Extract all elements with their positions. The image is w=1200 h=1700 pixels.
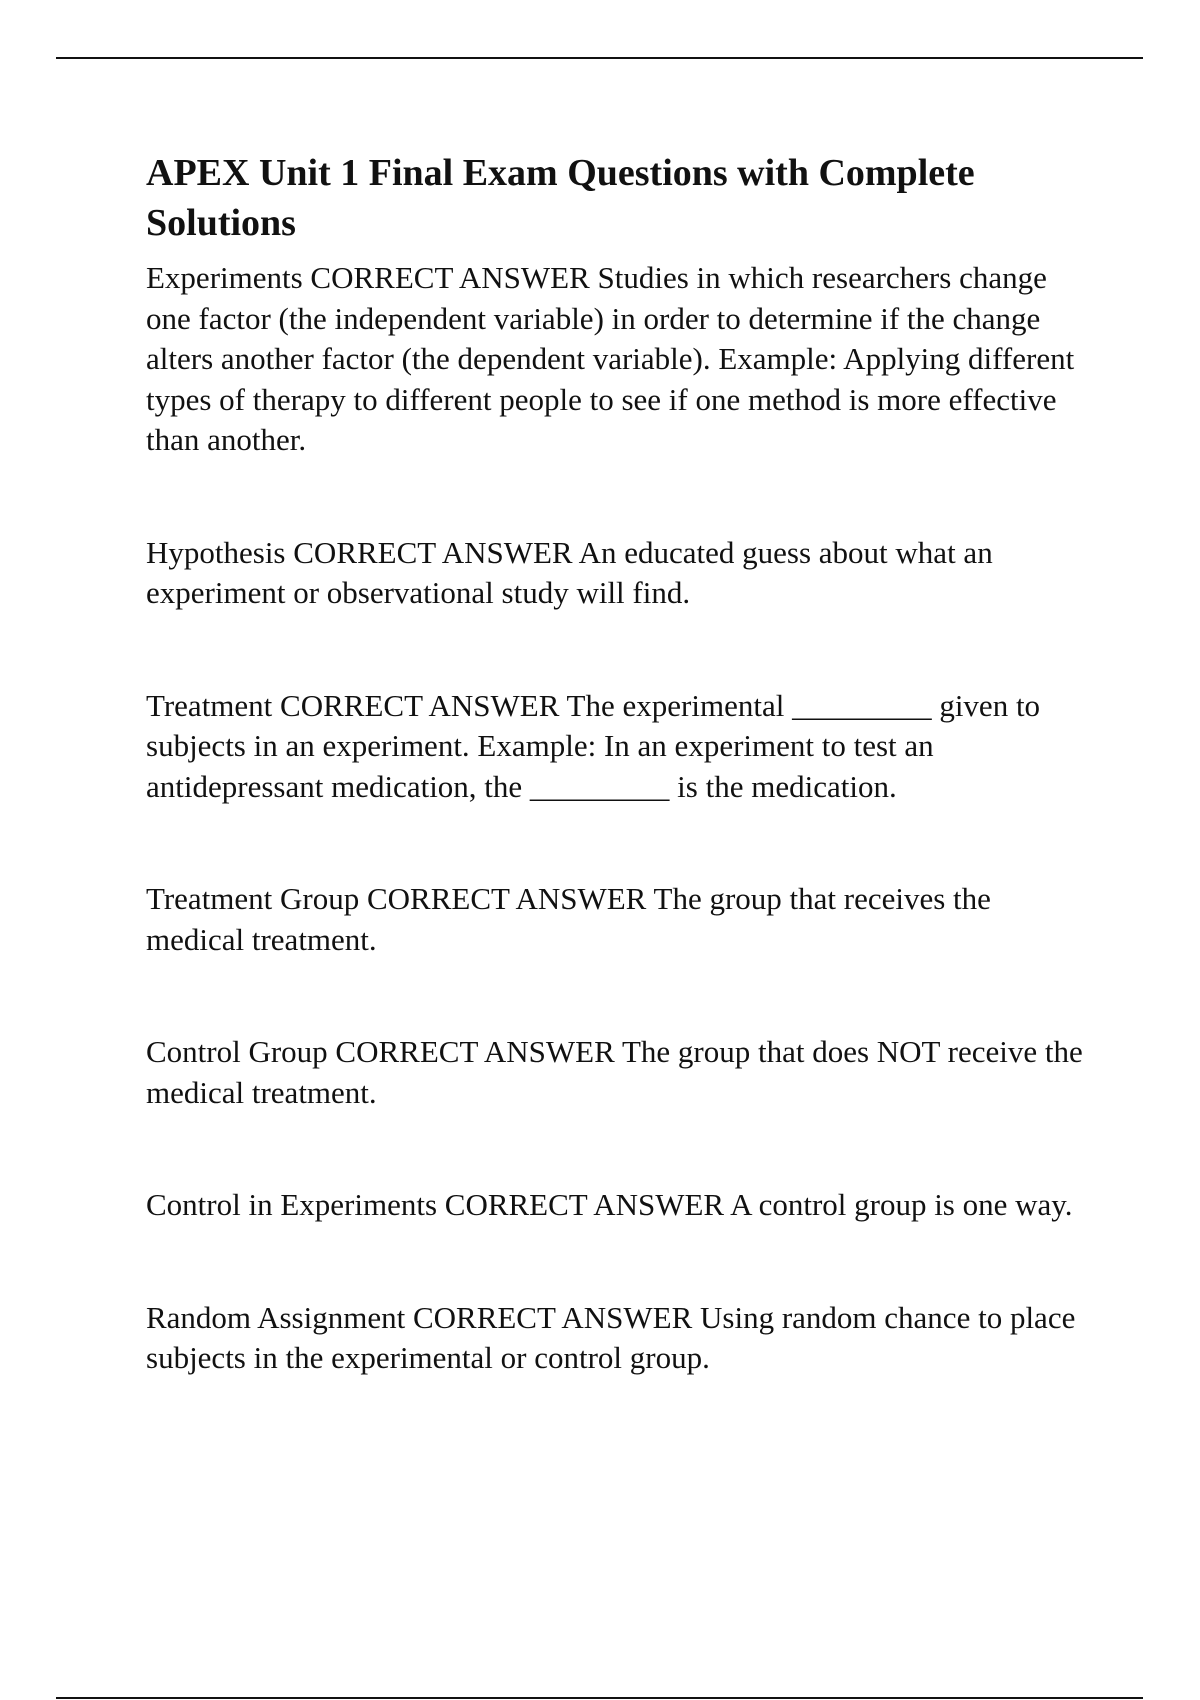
document-title: APEX Unit 1 Final Exam Questions with Complete Solutions [146,152,975,244]
entry-hypothesis: Hypothesis CORRECT ANSWER An educated guess about what an experiment or observational study will find. [146,534,993,610]
entry-treatment: Treatment CORRECT ANSWER The experimental _________ given to subjects in an experiment. Example: In an experiment to test an antidepressant medication, the _________ is the medication. [146,687,1041,804]
page-content [146,148,1096,1379]
bottom-rule [56,1697,1143,1699]
entry-control-in-experiments: Control in Experiments CORRECT ANSWER A control group is one way. [146,1187,1073,1222]
entry-control-group: Control Group CORRECT ANSWER The group that does NOT receive the medical treatment. [146,1034,1083,1110]
entry-random-assignment: Random Assignment CORRECT ANSWER Using random chance to place subjects in the experimental or control group. [146,1299,1076,1375]
entry-treatment-group: Treatment Group CORRECT ANSWER The group that receives the medical treatment. [146,881,991,957]
top-rule [56,57,1143,59]
entry-experiments: Experiments CORRECT ANSWER Studies in which researchers change one factor (the independent variable) in order to determine if the change alters another factor (the dependent variable). Example: Applying different types of therapy to different people to see if one method is more effective than another. [146,260,1075,457]
